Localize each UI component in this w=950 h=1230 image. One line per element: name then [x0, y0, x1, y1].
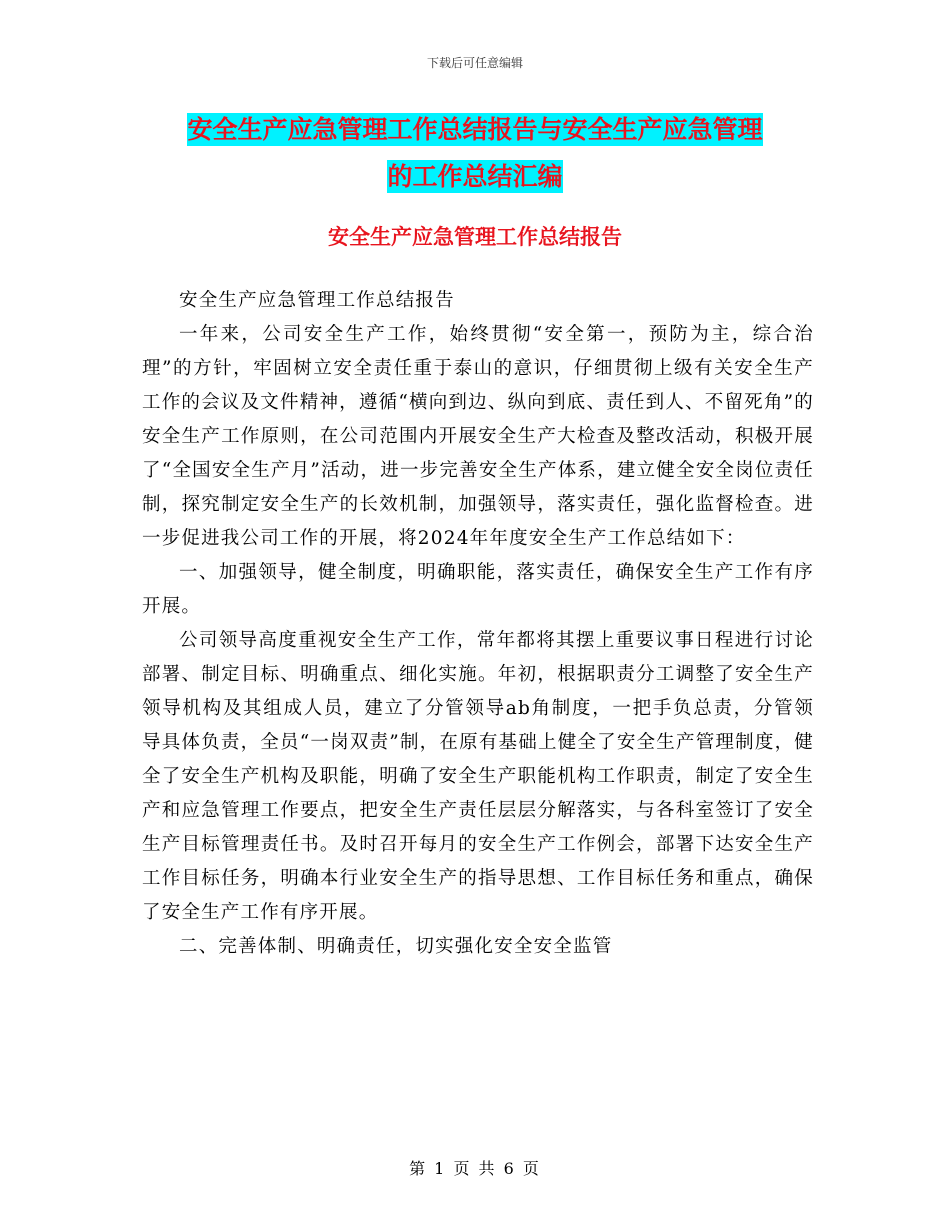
- header-note: 下载后可任意编辑: [426, 56, 523, 70]
- paragraph: 公司领导高度重视安全生产工作，常年都将其摆上重要议事日程进行讨论部署、制定目标、明确重点、细化实施。年初，根据职责分工调整了安全生产领导机构及其组成人员，建立了分管领导ab角制度，一把手负总责，分管领导具体负责，全员“一岗双责”制，在原有基础上健全了安全生产管理制度，健全了安全生产机构及职能，明确了安全生产职能机构工作职责，制定了安全生产和应急管理工作要点，把安全生产责任层层分解落实，与各科室签订了安全生产目标管理责任书。及时召开每月的安全生产工作例会，部署下达安全生产工作目标任务，明确本行业安全生产的指导思想、工作目标任务和重点，确保了安全生产工作有序开展。: [142, 630, 814, 923]
- paragraph-heading: 一、加强领导，健全制度，明确职能，落实责任，确保安全生产工作有序开展。: [142, 562, 814, 617]
- page-indicator: 第 1 页 共 6 页: [409, 1159, 541, 1178]
- document-body: [142, 284, 814, 964]
- paragraph: 安全生产应急管理工作总结报告: [179, 290, 455, 311]
- section-title: 安全生产应急管理工作总结报告: [328, 225, 622, 249]
- paragraph-heading: 二、完善体制、明确责任，切实强化安全安全监管: [179, 936, 613, 957]
- paragraph: 一年来，公司安全生产工作，始终贯彻“安全第一，预防为主，综合治理”的方针，牢固树立安全责任重于泰山的意识，仔细贯彻上级有关安全生产工作的会议及文件精神，遵循“横向到边、纵向到底、责任到人、不留死角”的安全生产工作原则，在公司范围内开展安全生产大检查及整改活动，积极开展了“全国安全生产月”活动，进一步完善安全生产体系，建立健全安全岗位责任制，探究制定安全生产的长效机制，加强领导，落实责任，强化监督检查。进一步促进我公司工作的开展，将2024年年度安全生产工作总结如下：: [142, 324, 814, 549]
- document-title: [140, 106, 810, 200]
- document-title-line-1: 安全生产应急管理工作总结报告与安全生产应急管理: [187, 115, 763, 144]
- document-title-line-2: 的工作总结汇编: [387, 162, 563, 191]
